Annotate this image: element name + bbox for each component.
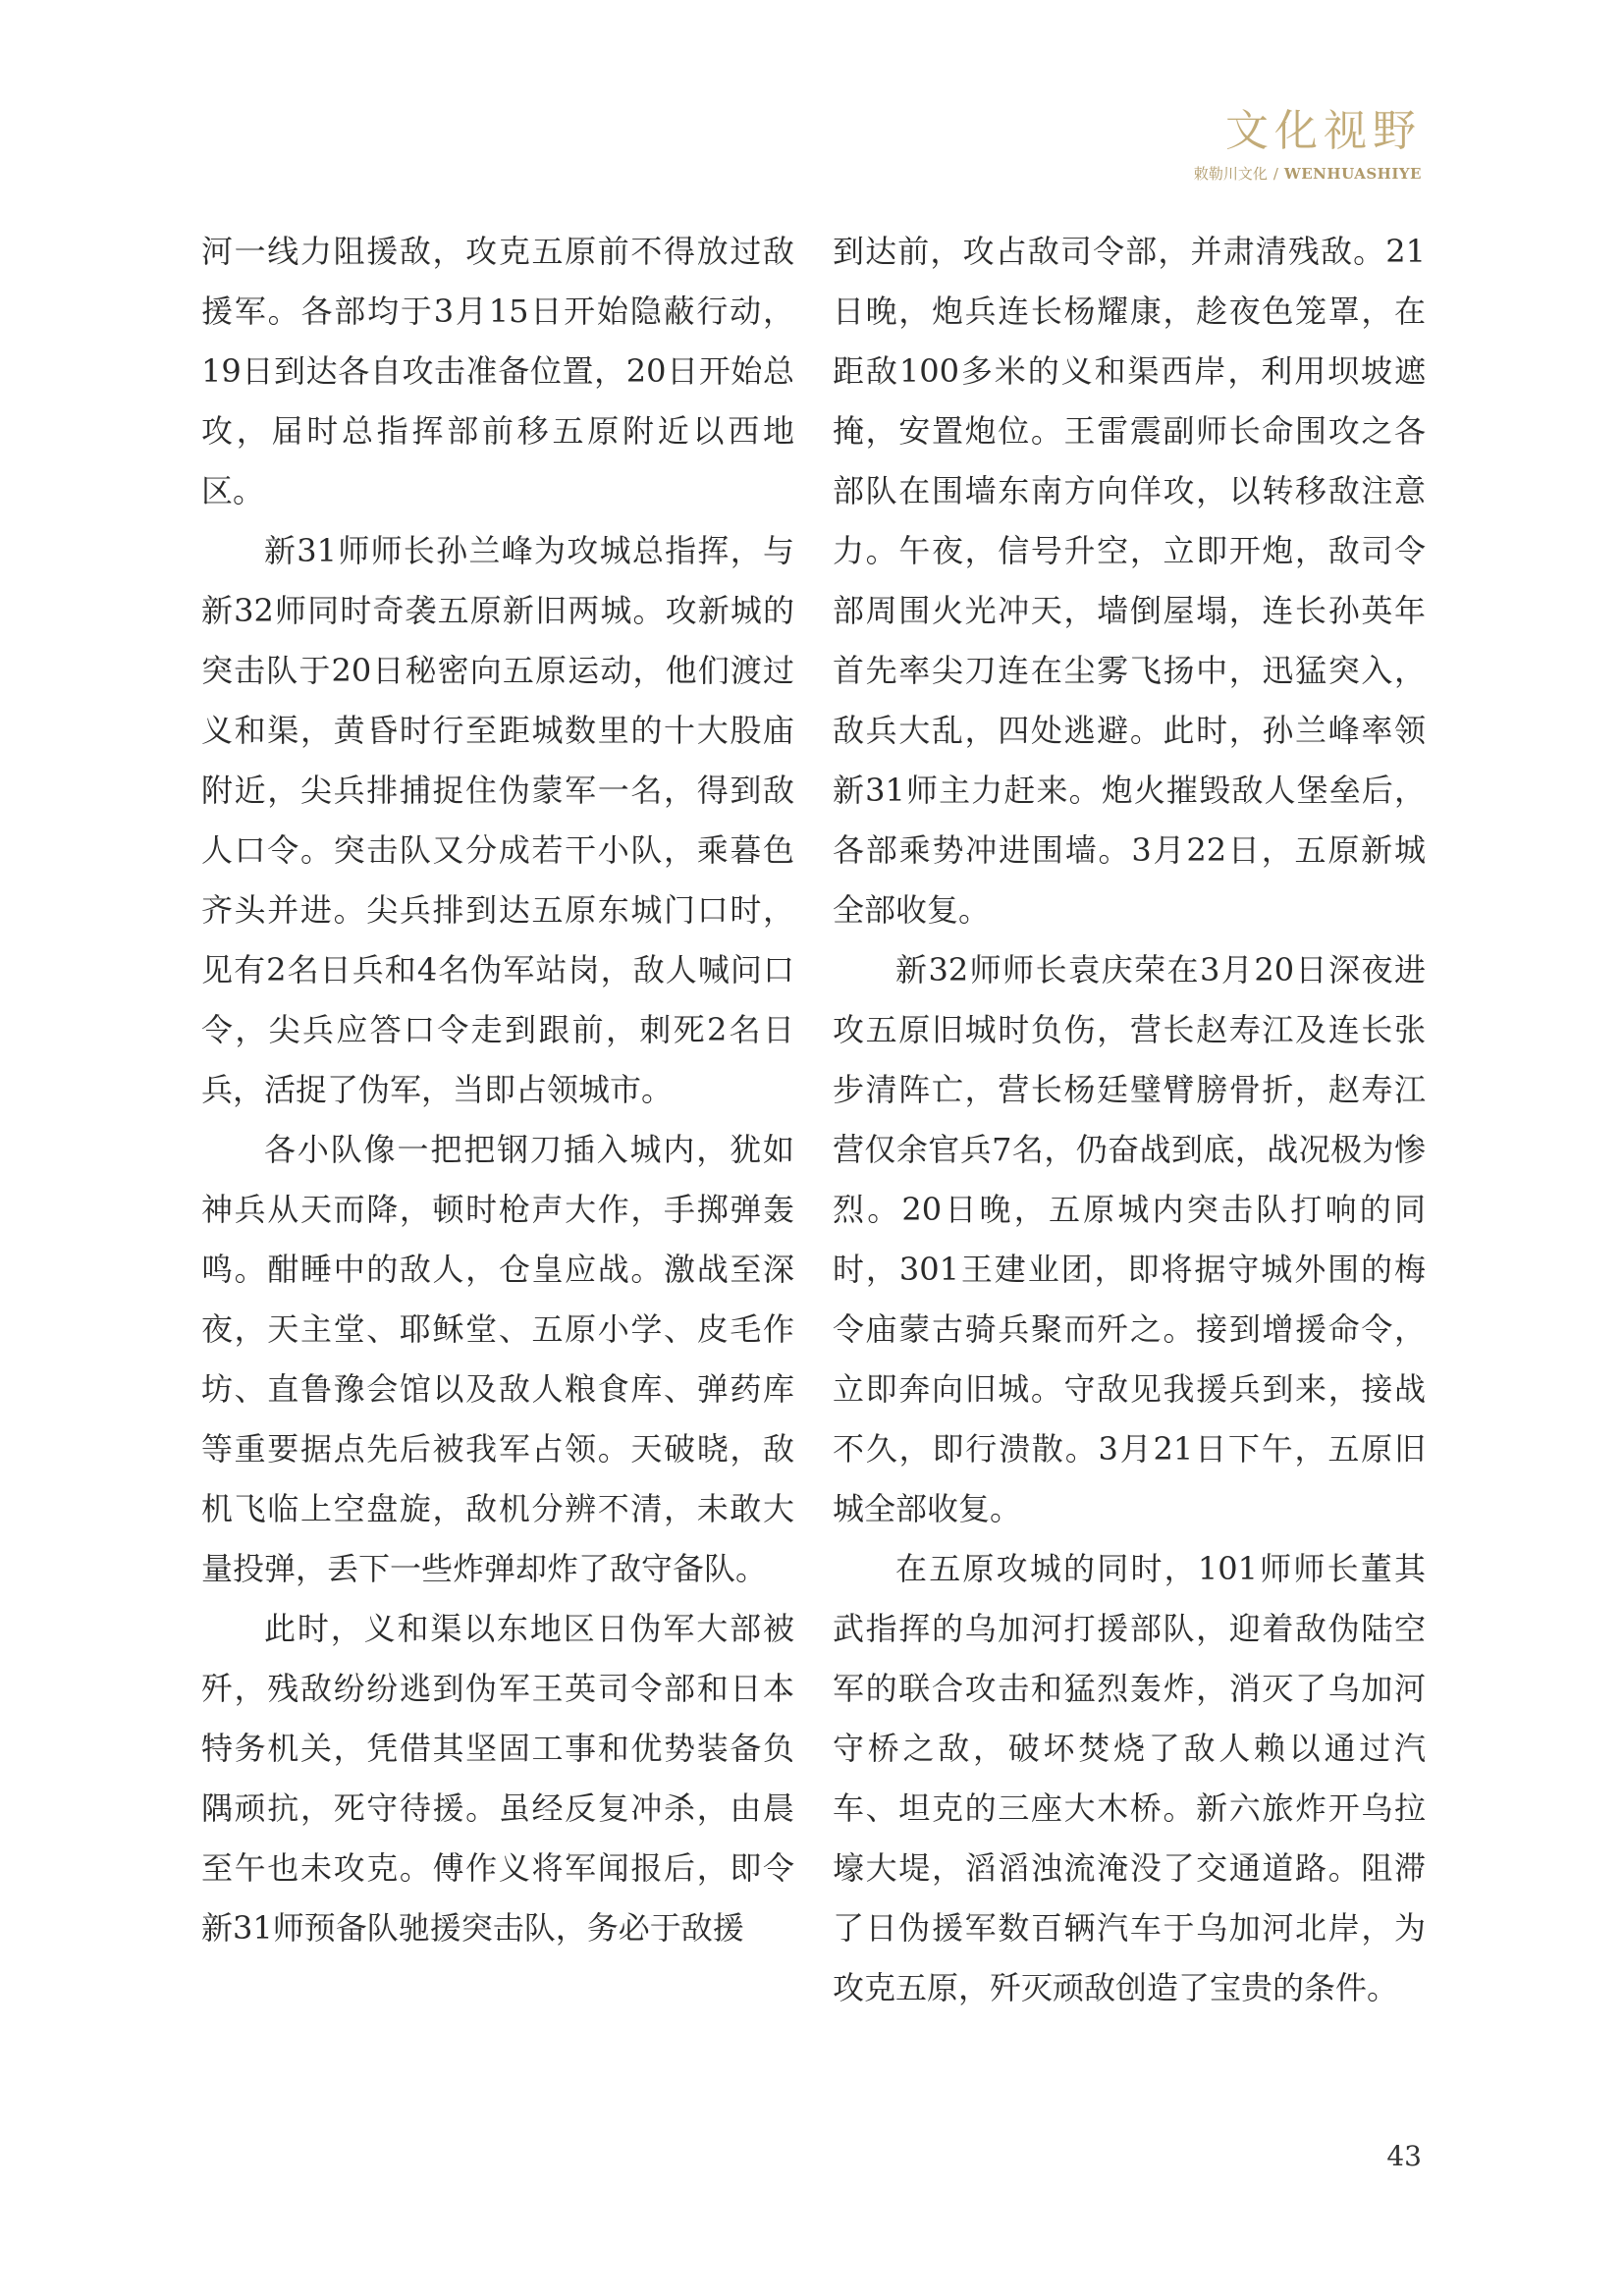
running-header	[1193, 106, 1422, 183]
paragraph: 到达前，攻占敌司令部，并肃清残敌。21日晚，炮兵连长杨耀康，趁夜色笼罩，在距敌100多米的义和渠西岸，利用坝坡遮掩，安置炮位。王雷震副师长命围攻之各部队在围墙东南方向佯攻，以转移敌注意力。午夜，信号升空，立即开炮，敌司令部周围火光冲天，墙倒屋塌，连长孙英年首先率尖刀连在尘雾飞扬中，迅猛突入，敌兵大乱，四处逃避。此时，孙兰峰率领新31师主力赶来。炮火摧毁敌人堡垒后，各部乘势冲进围墙。3月22日，五原新城全部收复。	[833, 233, 1426, 929]
section-title: 文化视野	[1225, 106, 1422, 156]
paragraph: 新31师师长孙兰峰为攻城总指挥，与新32师同时奇袭五原新旧两城。攻新城的突击队于20日秘密向五原运动，他们渡过义和渠，黄昏时行至距城数里的十大股庙附近，尖兵排捕捉住伪蒙军一名，得到敌人口令。突击队又分成若干小队，乘暮色齐头并进。尖兵排到达五原东城门口时，见有2名日兵和4名伪军站岗，敌人喊问口令，尖兵应答口令走到跟前，刺死2名日兵，活捉了伪军，当即占领城市。	[201, 532, 794, 1108]
page-number: 43	[1386, 2140, 1422, 2172]
section-latin: WENHUASHIYE	[1283, 165, 1422, 183]
paragraph: 各小队像一把把钢刀插入城内，犹如神兵从天而降，顿时枪声大作，手掷弹轰鸣。酣睡中的敌人，仓皇应战。激战至深夜，天主堂、耶稣堂、五原小学、皮毛作坊、直鲁豫会馆以及敌人粮食库、弹药库等重要据点先后被我军占领。天破晓，敌机飞临上空盘旋，敌机分辨不清，未敢大量投弹，丢下一些炸弹却炸了敌守备队。	[201, 1131, 794, 1587]
header-separator: /	[1272, 165, 1278, 183]
left-column	[201, 222, 794, 1958]
paragraph: 河一线力阻援敌，攻克五原前不得放过敌援军。各部均于3月15日开始隐蔽行动，19日到达各自攻击准备位置，20日开始总攻，届时总指挥部前移五原附近以西地区。	[201, 233, 794, 509]
paragraph: 此时，义和渠以东地区日伪军大部被歼，残敌纷纷逃到伪军王英司令部和日本特务机关，凭借其坚固工事和优势装备负隅顽抗，死守待援。虽经反复冲杀，由晨至午也未攻克。傅作义将军闻报后，即令新31师预备队驰援突击队，务必于敌援	[201, 1610, 794, 1947]
paragraph: 在五原攻城的同时，101师师长董其武指挥的乌加河打援部队，迎着敌伪陆空军的联合攻击和猛烈轰炸，消灭了乌加河守桥之敌，破坏焚烧了敌人赖以通过汽车、坦克的三座大木桥。新六旅炸开乌拉壕大堤，滔滔浊流淹没了交通道路。阻滞了日伪援军数百辆汽车于乌加河北岸，为攻克五原，歼灭顽敌创造了宝贵的条件。	[833, 1550, 1426, 2006]
paragraph: 新32师师长袁庆荣在3月20日深夜进攻五原旧城时负伤，营长赵寿江及连长张步清阵亡，营长杨廷璧臂膀骨折，赵寿江营仅余官兵7名，仍奋战到底，战况极为惨烈。20日晚，五原城内突击队打响的同时，301王建业团，即将据守城外围的梅令庙蒙古骑兵聚而歼之。接到增援命令，立即奔向旧城。守敌见我援兵到来，接战不久，即行溃散。3月21日下午，五原旧城全部收复。	[833, 951, 1426, 1527]
section-subtitle	[1194, 167, 1422, 182]
magazine-name: 敕勒川文化	[1193, 165, 1268, 183]
right-column	[833, 222, 1426, 2018]
